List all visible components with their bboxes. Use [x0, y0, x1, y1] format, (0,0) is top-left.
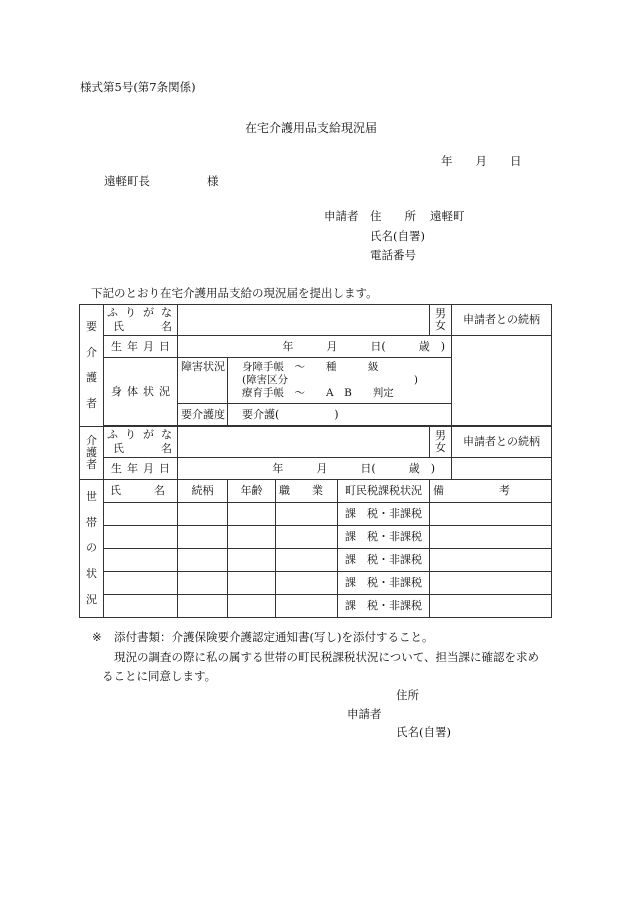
household-remarks-cell[interactable] — [430, 526, 552, 549]
care-recipient-birth-label: 生 年 月 日 — [104, 336, 178, 358]
applicant-address-value[interactable]: 遠軽町 — [430, 209, 465, 223]
household-age-cell[interactable] — [228, 549, 276, 572]
care-recipient-section-label: 要 介 護 者 — [80, 305, 104, 427]
application-form-table — [79, 304, 552, 618]
household-age-cell[interactable] — [228, 503, 276, 526]
household-remarks-cell[interactable] — [430, 595, 552, 618]
household-age-cell[interactable] — [228, 526, 276, 549]
household-header-tax-status: 町民税課税状況 — [338, 480, 430, 503]
household-header-age: 年齢 — [228, 480, 276, 503]
honorific: 様 — [207, 174, 219, 188]
household-header-relation: 続柄 — [178, 480, 228, 503]
caregiver-birth-input[interactable]: 年 月 日( 歳 ) — [178, 458, 452, 480]
household-relation-cell[interactable] — [178, 526, 228, 549]
household-occupation-cell[interactable] — [276, 503, 338, 526]
disability-status-input[interactable]: 身障手帳 ～ 種 級 (障害区分 ) 療育手帳 ～ A B 判定 — [228, 358, 452, 404]
disability-status-label: 障 害 状 況 — [178, 358, 228, 404]
household-header-remarks: 備 考 — [430, 480, 552, 503]
attachment-note: 添付書類：介護保険要介護認定通知書(写し)を添付すること。 — [114, 630, 434, 644]
household-tax-cell[interactable]: 課 税・非課税 — [338, 572, 430, 595]
care-recipient-name-input[interactable] — [178, 305, 430, 336]
caregiver-relation-input[interactable] — [452, 458, 552, 480]
table-row — [80, 595, 552, 618]
intro-text: 下記のとおり在宅介護用品支給の現況届を提出します。 — [91, 286, 378, 300]
date-line[interactable]: 年 月 日 — [441, 154, 522, 168]
caregiver-name-input[interactable] — [178, 427, 430, 458]
care-recipient-relation-label: 申請者との続柄 — [452, 305, 552, 336]
consent-line-2: ることに同意します。 — [102, 669, 217, 683]
care-level-label: 要 介 護 度 — [178, 404, 228, 426]
household-age-cell[interactable] — [228, 595, 276, 618]
household-section-label: 世 帯 の 状 況 — [80, 480, 104, 618]
table-row — [80, 549, 552, 572]
applicant-phone-label[interactable]: 電話番号 — [370, 248, 416, 262]
addressee: 遠軽町長 — [104, 174, 150, 188]
household-remarks-cell[interactable] — [430, 549, 552, 572]
applicant-address-label: 住 所 — [370, 209, 416, 223]
caregiver-furigana-name-label: ふ り が な 氏 名 — [104, 427, 178, 458]
caregiver-gender[interactable]: 男 女 — [430, 427, 452, 458]
applicant-name-label[interactable]: 氏名(自署) — [370, 229, 425, 243]
footer-address-label[interactable]: 住所 — [396, 688, 419, 702]
note-mark: ※ — [92, 630, 102, 644]
household-occupation-cell[interactable] — [276, 572, 338, 595]
household-relation-cell[interactable] — [178, 572, 228, 595]
household-relation-cell[interactable] — [178, 595, 228, 618]
care-recipient-furigana-name-label: ふ り が な 氏 名 — [104, 305, 178, 336]
household-relation-cell[interactable] — [178, 549, 228, 572]
household-age-cell[interactable] — [228, 572, 276, 595]
household-occupation-cell[interactable] — [276, 549, 338, 572]
table-row — [80, 572, 552, 595]
footer-name-label[interactable]: 氏名(自署) — [396, 725, 451, 739]
household-name-cell[interactable] — [104, 572, 178, 595]
care-recipient-body-label: 身 体 状 況 — [104, 358, 178, 426]
household-relation-cell[interactable] — [178, 503, 228, 526]
household-occupation-cell[interactable] — [276, 595, 338, 618]
applicant-label: 申請者 — [324, 209, 359, 223]
household-tax-cell[interactable]: 課 税・非課税 — [338, 595, 430, 618]
household-name-cell[interactable] — [104, 526, 178, 549]
household-header-name: 氏 名 — [104, 480, 178, 503]
household-name-cell[interactable] — [104, 503, 178, 526]
household-name-cell[interactable] — [104, 549, 178, 572]
form-number: 様式第5号(第7条関係) — [80, 80, 196, 94]
table-row — [80, 503, 552, 526]
household-header-occupation: 職 業 — [276, 480, 338, 503]
footer-applicant-label: 申請者 — [347, 707, 382, 721]
care-level-input[interactable]: 要介護( ) — [228, 404, 452, 426]
household-tax-cell[interactable]: 課 税・非課税 — [338, 549, 430, 572]
care-recipient-gender[interactable]: 男 女 — [430, 305, 452, 336]
household-tax-cell[interactable]: 課 税・非課税 — [338, 526, 430, 549]
caregiver-relation-label: 申請者との続柄 — [452, 427, 552, 458]
household-name-cell[interactable] — [104, 595, 178, 618]
household-tax-cell[interactable]: 課 税・非課税 — [338, 503, 430, 526]
document-title: 在宅介護用品支給現況届 — [245, 121, 378, 135]
caregiver-birth-label: 生 年 月 日 — [104, 458, 178, 480]
care-recipient-birth-input[interactable]: 年 月 日( 歳 ) — [178, 336, 452, 358]
household-remarks-cell[interactable] — [430, 503, 552, 526]
consent-line-1: 現況の調査の際に私の属する世帯の町民税課税状況について、担当課に確認を求め — [114, 650, 540, 664]
table-row — [80, 526, 552, 549]
household-remarks-cell[interactable] — [430, 572, 552, 595]
care-recipient-relation-input[interactable] — [452, 336, 552, 426]
caregiver-section-label: 介 護 者 — [80, 427, 104, 480]
household-occupation-cell[interactable] — [276, 526, 338, 549]
